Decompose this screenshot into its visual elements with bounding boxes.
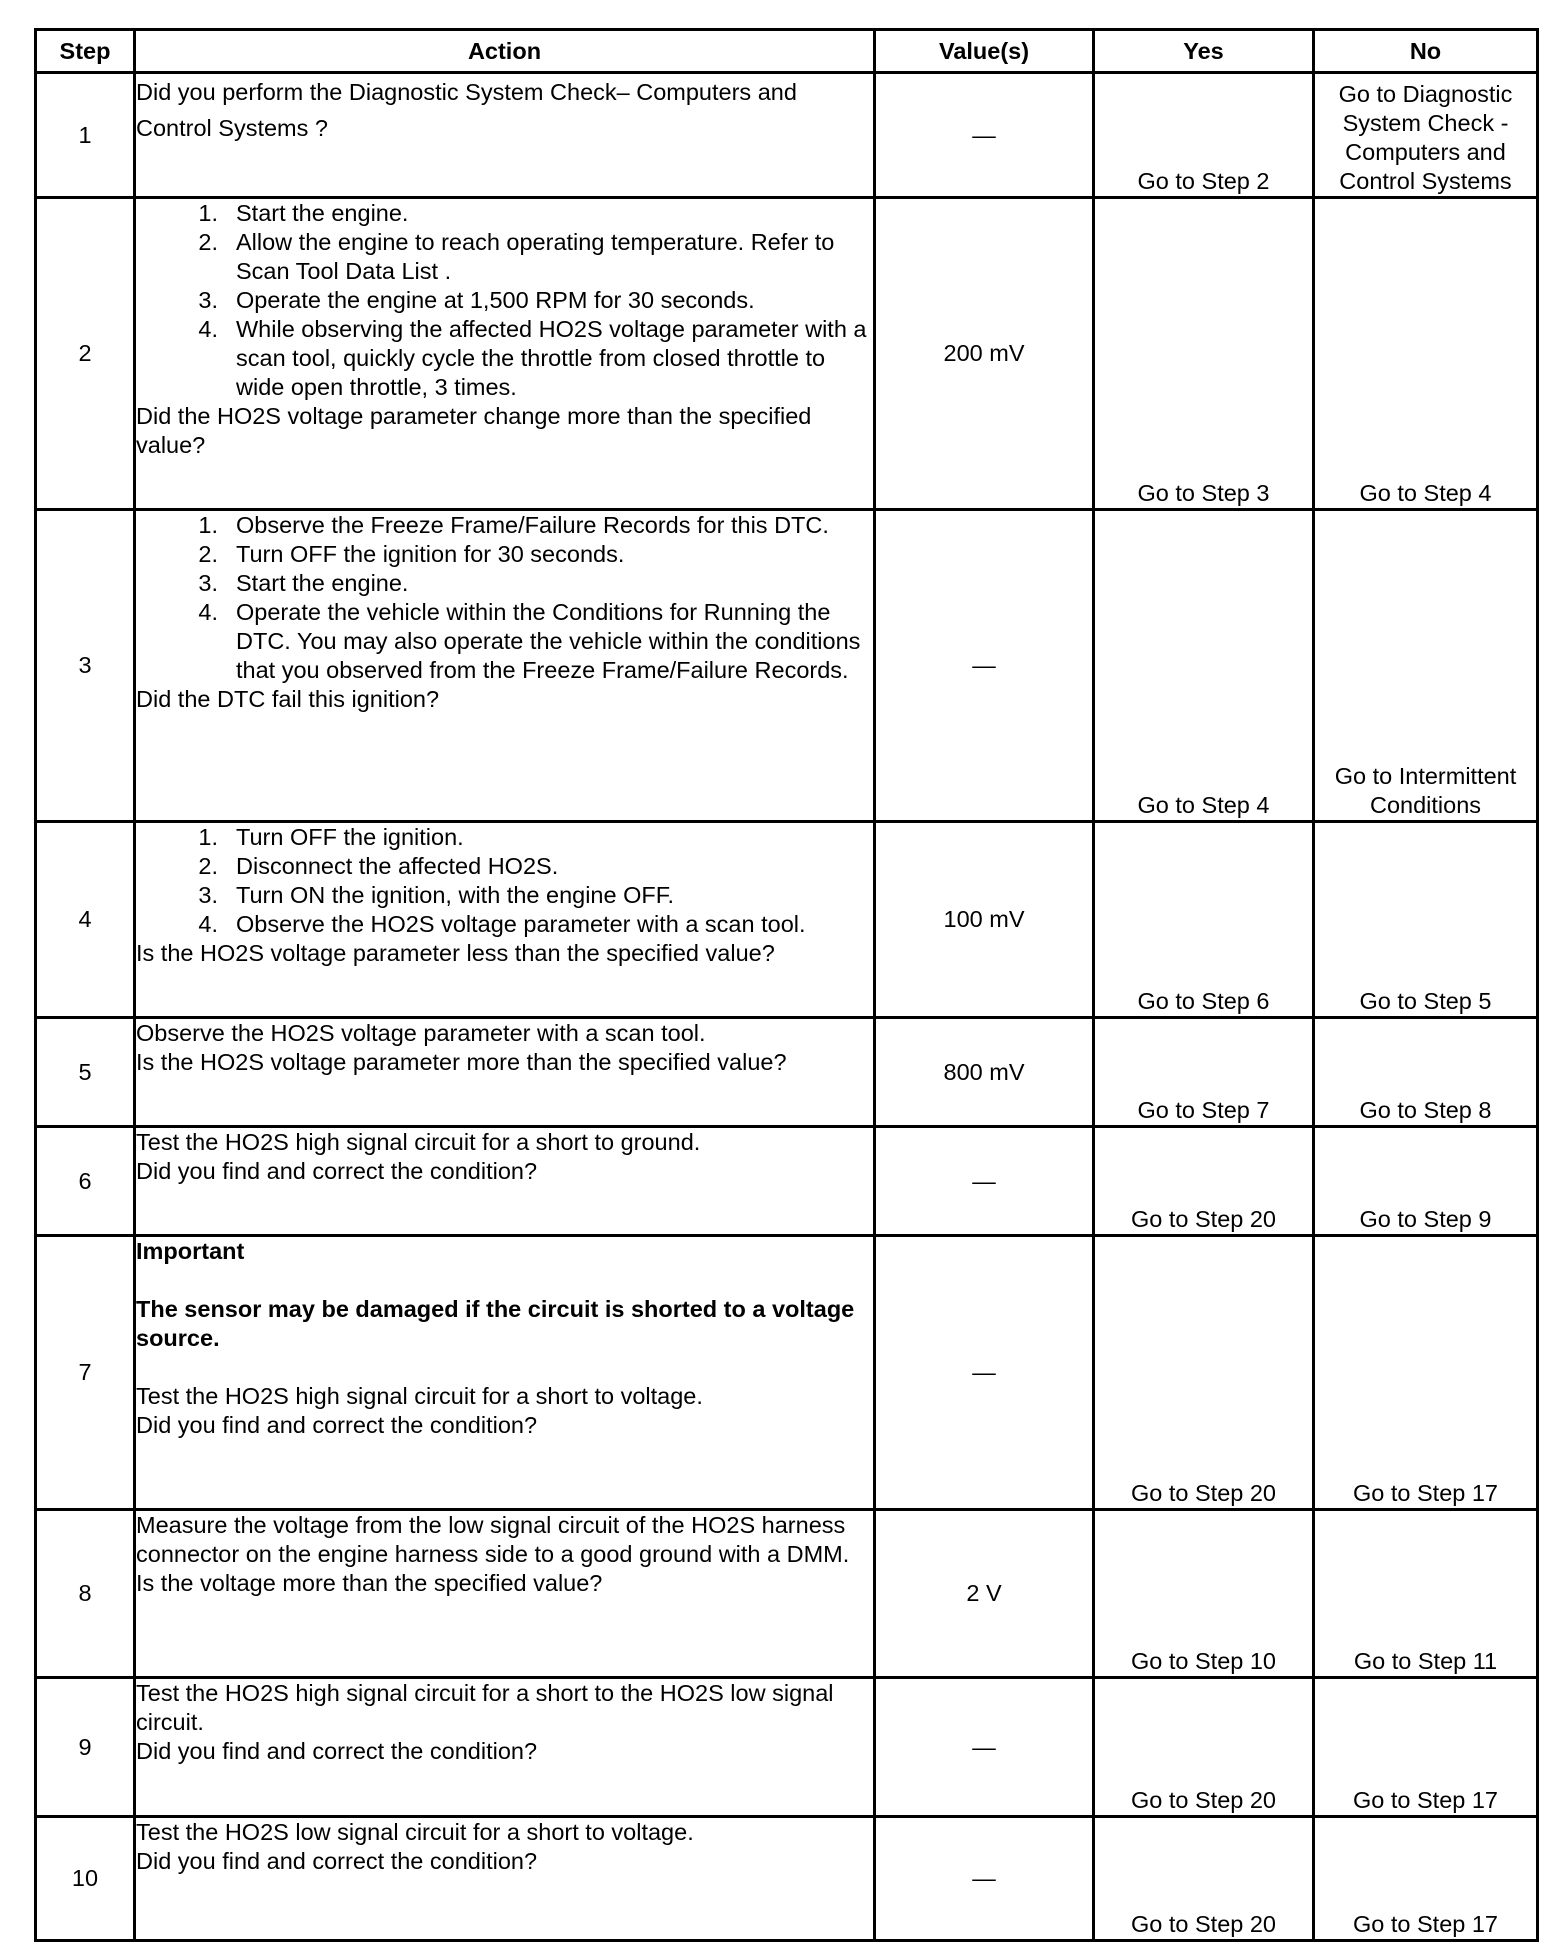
procedure-step-number: 1. bbox=[198, 512, 218, 538]
procedure-step bbox=[136, 910, 873, 939]
table-row bbox=[36, 1678, 1538, 1817]
action-instructions bbox=[136, 1237, 873, 1411]
action-question: Did you find and correct the condition? bbox=[136, 1158, 538, 1184]
action-question: Is the voltage more than the specified value? bbox=[136, 1570, 603, 1596]
action-cell bbox=[135, 1678, 875, 1817]
procedure-step bbox=[136, 199, 873, 228]
yes-cell: Go to Step 7 bbox=[1094, 1018, 1314, 1127]
action-instructions bbox=[136, 823, 873, 939]
action-content bbox=[136, 199, 873, 460]
action-cell bbox=[135, 198, 875, 510]
no-cell: Go to Intermittent Conditions bbox=[1314, 510, 1538, 822]
no-cell: Go to Step 17 bbox=[1314, 1236, 1538, 1510]
action-text: Test the HO2S low signal circuit for a short to voltage. bbox=[136, 1819, 694, 1845]
diagnostic-table bbox=[34, 28, 1539, 1942]
procedure-step bbox=[136, 511, 873, 540]
step-number: 1 bbox=[36, 73, 135, 198]
step-number: 5 bbox=[36, 1018, 135, 1127]
step-number: 2 bbox=[36, 198, 135, 510]
action-cell bbox=[135, 1236, 875, 1510]
value-cell: — bbox=[875, 1127, 1094, 1236]
important-heading: Important bbox=[136, 1238, 245, 1264]
header-row bbox=[36, 30, 1538, 73]
step-number: 8 bbox=[36, 1510, 135, 1678]
procedure-step bbox=[136, 286, 873, 315]
yes-cell: Go to Step 10 bbox=[1094, 1510, 1314, 1678]
action-cell bbox=[135, 1510, 875, 1678]
action-content bbox=[136, 511, 873, 714]
table-row bbox=[36, 822, 1538, 1018]
procedure-step-number: 4. bbox=[198, 599, 218, 625]
procedure-step-text: While observing the affected HO2S voltage parameter with a scan tool, quickly cycle the throttle from closed throttle to wide open throttle, 3 times. bbox=[236, 316, 867, 400]
action-instructions bbox=[136, 1019, 873, 1048]
no-cell: Go to Step 11 bbox=[1314, 1510, 1538, 1678]
action-instructions bbox=[136, 1511, 873, 1569]
action-question: Did you find and correct the condition? bbox=[136, 1848, 538, 1874]
action-instructions bbox=[136, 199, 873, 402]
action-cell bbox=[135, 1817, 875, 1941]
action-instructions bbox=[136, 74, 873, 146]
action-content bbox=[136, 823, 873, 968]
procedure-step-number: 2. bbox=[198, 541, 218, 567]
yes-cell: Go to Step 20 bbox=[1094, 1127, 1314, 1236]
procedure-step bbox=[136, 823, 873, 852]
action-instructions bbox=[136, 1128, 873, 1157]
procedure-step-text: Operate the engine at 1,500 RPM for 30 seconds. bbox=[236, 287, 755, 313]
action-instructions bbox=[136, 1818, 873, 1847]
procedure-step-number: 1. bbox=[198, 824, 218, 850]
action-question: Did the HO2S voltage parameter change more than the specified value? bbox=[136, 403, 812, 458]
procedure-step-text: Turn OFF the ignition for 30 seconds. bbox=[236, 541, 625, 567]
table-row bbox=[36, 73, 1538, 198]
action-question: Did you find and correct the condition? bbox=[136, 1738, 538, 1764]
no-cell: Go to Step 8 bbox=[1314, 1018, 1538, 1127]
step-number: 9 bbox=[36, 1678, 135, 1817]
action-instructions bbox=[136, 511, 873, 685]
procedure-step-number: 3. bbox=[198, 570, 218, 596]
yes-cell: Go to Step 6 bbox=[1094, 822, 1314, 1018]
procedure-step-text: Allow the engine to reach operating temperature. Refer to Scan Tool Data List . bbox=[236, 229, 835, 284]
step-number: 3 bbox=[36, 510, 135, 822]
value-cell: — bbox=[875, 510, 1094, 822]
yes-cell: Go to Step 20 bbox=[1094, 1678, 1314, 1817]
procedure-step bbox=[136, 852, 873, 881]
warning-text: The sensor may be damaged if the circuit is shorted to a voltage source. bbox=[136, 1296, 855, 1351]
action-content bbox=[136, 74, 873, 146]
action-cell bbox=[135, 510, 875, 822]
procedure-list bbox=[136, 823, 873, 939]
procedure-step bbox=[136, 598, 873, 685]
procedure-list bbox=[136, 511, 873, 685]
action-note: Test the HO2S high signal circuit for a short to voltage. bbox=[136, 1383, 703, 1409]
table-row bbox=[36, 1510, 1538, 1678]
action-text: Test the HO2S high signal circuit for a short to the HO2S low signal circuit. bbox=[136, 1680, 834, 1735]
procedure-step-number: 1. bbox=[198, 200, 218, 226]
action-cell bbox=[135, 1018, 875, 1127]
yes-cell: Go to Step 4 bbox=[1094, 510, 1314, 822]
action-text: Test the HO2S high signal circuit for a short to ground. bbox=[136, 1129, 701, 1155]
step-number: 7 bbox=[36, 1236, 135, 1510]
value-cell: 800 mV bbox=[875, 1018, 1094, 1127]
table-row bbox=[36, 1018, 1538, 1127]
step-number: 6 bbox=[36, 1127, 135, 1236]
no-cell: Go to Step 17 bbox=[1314, 1678, 1538, 1817]
value-cell: 2 V bbox=[875, 1510, 1094, 1678]
table-row bbox=[36, 510, 1538, 822]
value-cell: — bbox=[875, 1817, 1094, 1941]
procedure-step-number: 3. bbox=[198, 287, 218, 313]
value-cell: — bbox=[875, 1236, 1094, 1510]
yes-cell: Go to Step 20 bbox=[1094, 1236, 1314, 1510]
no-cell: Go to Step 5 bbox=[1314, 822, 1538, 1018]
action-cell bbox=[135, 822, 875, 1018]
action-content bbox=[136, 1679, 873, 1766]
header-action: Action bbox=[135, 30, 875, 73]
table-row bbox=[36, 1236, 1538, 1510]
procedure-step bbox=[136, 228, 873, 286]
value-cell: — bbox=[875, 73, 1094, 198]
no-cell: Go to Step 4 bbox=[1314, 198, 1538, 510]
yes-cell: Go to Step 20 bbox=[1094, 1817, 1314, 1941]
no-cell: Go to Diagnostic System Check - Computers and Control Systems bbox=[1314, 73, 1538, 198]
no-cell: Go to Step 17 bbox=[1314, 1817, 1538, 1941]
action-cell bbox=[135, 73, 875, 198]
no-cell: Go to Step 9 bbox=[1314, 1127, 1538, 1236]
value-cell: 200 mV bbox=[875, 198, 1094, 510]
action-question: Did you find and correct the condition? bbox=[136, 1412, 538, 1438]
action-question: Is the HO2S voltage parameter more than the specified value? bbox=[136, 1049, 787, 1075]
header-step: Step bbox=[36, 30, 135, 73]
table-row bbox=[36, 1817, 1538, 1941]
procedure-step-number: 3. bbox=[198, 882, 218, 908]
action-content bbox=[136, 1128, 873, 1186]
step-number: 10 bbox=[36, 1817, 135, 1941]
procedure-step-text: Observe the HO2S voltage parameter with a scan tool. bbox=[236, 911, 806, 937]
header-yes: Yes bbox=[1094, 30, 1314, 73]
procedure-step-number: 4. bbox=[198, 316, 218, 342]
procedure-step bbox=[136, 315, 873, 402]
table-row bbox=[36, 198, 1538, 510]
action-content bbox=[136, 1818, 873, 1876]
action-text: Measure the voltage from the low signal circuit of the HO2S harness connector on the engine harness side to a good ground with a DMM. bbox=[136, 1512, 850, 1567]
procedure-step-text: Turn ON the ignition, with the engine OFF. bbox=[236, 882, 675, 908]
procedure-step-text: Turn OFF the ignition. bbox=[236, 824, 464, 850]
action-question: Is the HO2S voltage parameter less than the specified value? bbox=[136, 940, 775, 966]
yes-cell: Go to Step 3 bbox=[1094, 198, 1314, 510]
action-instructions bbox=[136, 1679, 873, 1737]
table-row bbox=[36, 1127, 1538, 1236]
procedure-step-text: Operate the vehicle within the Conditions for Running the DTC. You may also operate the vehicle within the conditions that you observed from the Freeze Frame/Failure Records. bbox=[236, 599, 861, 683]
action-content bbox=[136, 1237, 873, 1440]
action-content bbox=[136, 1019, 873, 1077]
action-text: Observe the HO2S voltage parameter with a scan tool. bbox=[136, 1020, 706, 1046]
header-no: No bbox=[1314, 30, 1538, 73]
header-values: Value(s) bbox=[875, 30, 1094, 73]
procedure-step-number: 2. bbox=[198, 853, 218, 879]
procedure-step-number: 4. bbox=[198, 911, 218, 937]
procedure-step-text: Disconnect the affected HO2S. bbox=[236, 853, 559, 879]
procedure-step-text: Start the engine. bbox=[236, 200, 409, 226]
procedure-step-number: 2. bbox=[198, 229, 218, 255]
procedure-step bbox=[136, 881, 873, 910]
value-cell: 100 mV bbox=[875, 822, 1094, 1018]
action-question: Did the DTC fail this ignition? bbox=[136, 686, 440, 712]
procedure-step-text: Observe the Freeze Frame/Failure Records for this DTC. bbox=[236, 512, 829, 538]
action-cell bbox=[135, 1127, 875, 1236]
procedure-step bbox=[136, 540, 873, 569]
action-content bbox=[136, 1511, 873, 1598]
yes-cell: Go to Step 2 bbox=[1094, 73, 1314, 198]
procedure-list bbox=[136, 199, 873, 402]
procedure-step bbox=[136, 569, 873, 598]
step-number: 4 bbox=[36, 822, 135, 1018]
procedure-step-text: Start the engine. bbox=[236, 570, 409, 596]
action-text: Did you perform the Diagnostic System Check– Computers and Control Systems ? bbox=[136, 79, 797, 141]
value-cell: — bbox=[875, 1678, 1094, 1817]
